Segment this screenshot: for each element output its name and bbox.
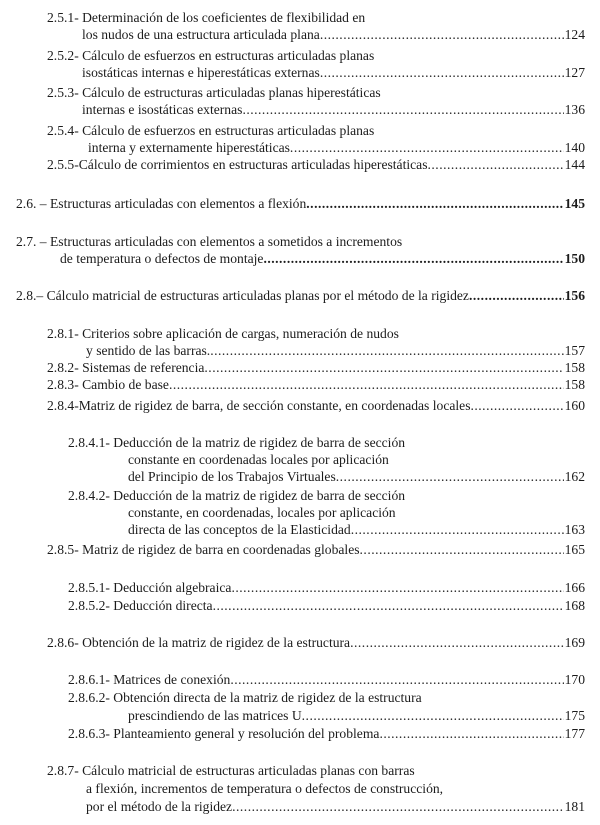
dot-leader — [360, 542, 564, 558]
toc-page-number: 168 — [564, 598, 585, 613]
toc-page-number: 175 — [564, 708, 585, 723]
dot-leader — [231, 580, 563, 596]
toc-entry-2-8-1-line1: 2.8.1- Criterios sobre aplicación de cargas, numeración de nudos — [47, 326, 399, 341]
toc-entry-title: 2.8.5- Matriz de rigidez de barra en coordenadas globales — [47, 542, 360, 557]
toc-entry-2-8-6-2-line1: 2.8.6.2- Obtención directa de la matriz de rigidez de la estructura — [68, 690, 422, 705]
toc-page-number: 124 — [564, 27, 585, 42]
dot-leader — [232, 799, 564, 815]
toc-entry-title: 2.8.– Cálculo matricial de estructuras articuladas planas por el método de la rigidez — [16, 288, 469, 303]
toc-entry-2-8-5-2[interactable] — [68, 598, 585, 614]
toc-entry-title: 2.8.6.3- Planteamiento general y resolución del problema — [68, 726, 380, 741]
toc-entry-2-5-3-line1: 2.5.3- Cálculo de estructuras articuladas planas hiperestáticas — [47, 85, 381, 100]
toc-entry-2-7[interactable] — [60, 251, 585, 267]
toc-page-number: 145 — [564, 196, 585, 211]
toc-entry-title: 2.8.5.1- Deducción algebraica — [68, 580, 232, 595]
toc-page-number: 177 — [564, 726, 585, 741]
toc-entry-2-8-4-2[interactable] — [128, 522, 585, 538]
toc-page-number: 160 — [564, 398, 585, 413]
toc-entry-2-5-1[interactable] — [82, 27, 585, 43]
toc-entry-2-6[interactable] — [16, 196, 585, 212]
toc-entry-2-5-2-line1: 2.5.2- Cálculo de esfuerzos en estructuras articuladas planas — [47, 48, 375, 63]
dot-leader — [470, 398, 563, 414]
toc-entry-2-8-5[interactable] — [47, 542, 585, 558]
dot-leader — [230, 672, 563, 688]
dot-leader — [302, 708, 564, 724]
toc-entry-title: 2.8.6.1- Matrices de conexión — [68, 672, 231, 687]
toc-page-number: 158 — [564, 377, 585, 392]
dot-leader — [320, 27, 564, 43]
toc-entry-2-5-2[interactable] — [82, 65, 585, 81]
toc-entry-2-8-7-line1: 2.8.7- Cálculo matricial de estructuras articuladas planas con barras — [47, 763, 415, 778]
toc-page-number: 163 — [564, 522, 585, 537]
toc-page-number: 169 — [564, 635, 585, 650]
toc-entry-2-8-6[interactable] — [47, 635, 585, 651]
toc-entry-title: 2.8.6- Obtención de la matriz de rigidez de la estructura — [47, 635, 351, 650]
toc-entry-title: internas e isostáticas externas — [82, 102, 243, 117]
toc-entry-2-8-4-1-line1: 2.8.4.1- Deducción de la matriz de rigidez de barra de sección — [68, 435, 406, 450]
toc-entry-2-8-7-line2: a flexión, incrementos de temperatura o defectos de construcción, — [86, 781, 444, 796]
toc-entry-title: por el método de la rigidez — [86, 799, 233, 814]
toc-entry-2-5-4[interactable] — [88, 140, 585, 156]
toc-entry-title: de temperatura o defectos de montaje — [60, 251, 264, 266]
toc-entry-2-8-4-2-line1: 2.8.4.2- Deducción de la matriz de rigidez de barra de sección — [68, 488, 406, 503]
toc-entry-2-5-3[interactable] — [82, 102, 585, 118]
toc-entry-2-8-1[interactable] — [86, 343, 585, 359]
toc-entry-2-8-5-1[interactable] — [68, 580, 585, 596]
dot-leader — [290, 140, 564, 156]
toc-entry-2-7-line1: 2.7. – Estructuras articuladas con elementos a sometidos a incrementos — [16, 234, 403, 249]
toc-page-number: 165 — [564, 542, 585, 557]
toc-page-number: 150 — [564, 251, 585, 266]
dot-leader — [306, 196, 563, 212]
dot-leader — [320, 65, 564, 81]
toc-entry-title: los nudos de una estructura articulada plana — [82, 27, 320, 42]
toc-page-number: 144 — [564, 157, 585, 172]
toc-entry-2-5-1-line1: 2.5.1- Determinación de los coeficientes de flexibilidad en — [47, 10, 366, 25]
toc-entry-2-8-7[interactable] — [86, 799, 585, 815]
toc-page-number: 170 — [564, 672, 585, 687]
dot-leader — [350, 635, 564, 651]
toc-entry-title: y sentido de las barras. — [86, 343, 211, 358]
toc-entry-title: directa de las conceptos de la Elasticidad — [128, 522, 351, 537]
toc-entry-2-8[interactable] — [16, 288, 585, 304]
toc-page-number: 127 — [564, 65, 585, 80]
toc-entry-2-8-4-2-line2: constante, en coordenadas, locales por aplicación — [128, 505, 396, 520]
toc-page-number: 136 — [564, 102, 585, 117]
toc-page-number: 157 — [564, 343, 585, 358]
dot-leader — [169, 377, 564, 393]
dot-leader — [204, 360, 563, 376]
toc-entry-2-8-2[interactable] — [47, 360, 585, 376]
toc-entry-title: 2.8.3- Cambio de base — [47, 377, 169, 392]
toc-entry-title: 2.5.5-Cálculo de corrimientos en estructuras articuladas hiperestáticas — [47, 157, 428, 172]
toc-entry-title: isostáticas internas e hiperestáticas externas — [82, 65, 320, 80]
dot-leader — [379, 726, 563, 742]
dot-leader — [469, 288, 564, 304]
toc-entry-title: 2.6. – Estructuras articuladas con elementos a flexión — [16, 196, 307, 211]
toc-entry-2-8-6-1[interactable] — [68, 672, 585, 688]
toc-page-number: 162 — [564, 469, 585, 484]
toc-entry-title: 2.8.5.2- Deducción directa — [68, 598, 213, 613]
toc-entry-title: interna y externamente hiperestáticas — [88, 140, 290, 155]
toc-entry-2-8-4[interactable] — [47, 398, 585, 414]
toc-entry-title: del Principio de los Trabajos Virtuales — [128, 469, 336, 484]
toc-entry-2-8-6-3[interactable] — [68, 726, 585, 742]
dot-leader — [242, 102, 563, 118]
toc-entry-title: 2.8.4-Matriz de rigidez de barra, de sección constante, en coordenadas locales — [47, 398, 471, 413]
toc-entry-2-8-3[interactable] — [47, 377, 585, 393]
toc-page-number: 166 — [564, 580, 585, 595]
dot-leader — [210, 343, 563, 359]
toc-entry-title: prescindiendo de las matrices U — [128, 708, 302, 723]
toc-page-number: 140 — [564, 140, 585, 155]
dot-leader — [351, 522, 564, 538]
toc-page-number: 181 — [564, 799, 585, 814]
toc-entry-2-8-6-2[interactable] — [128, 708, 585, 724]
dot-leader — [213, 598, 564, 614]
toc-entry-title: 2.8.2- Sistemas de referencia — [47, 360, 205, 375]
toc-entry-2-8-4-1-line2: constante en coordenadas locales por aplicación — [128, 452, 389, 467]
dot-leader — [336, 469, 564, 485]
dot-leader — [263, 251, 563, 267]
toc-page-number: 158 — [564, 360, 585, 375]
toc-page-number: 156 — [564, 288, 585, 303]
toc-entry-2-5-5[interactable] — [47, 157, 585, 173]
toc-entry-2-8-4-1[interactable] — [128, 469, 585, 485]
toc-entry-2-5-4-line1: 2.5.4- Cálculo de esfuerzos en estructuras articuladas planas — [47, 123, 375, 138]
dot-leader — [428, 157, 564, 173]
